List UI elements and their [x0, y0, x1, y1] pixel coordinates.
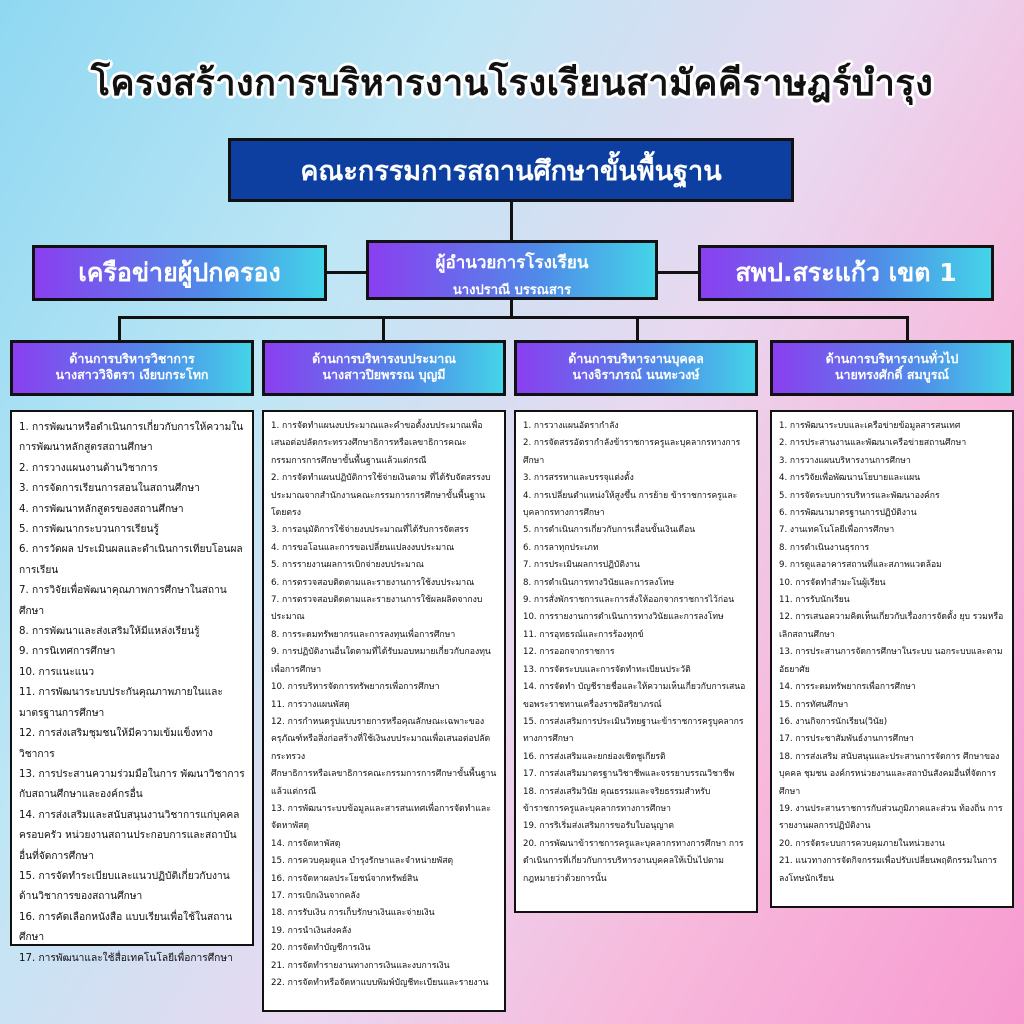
connector-parents-director: [327, 271, 366, 274]
list-item: 12. การกำหนดรูปแบบรายการหรือคุณลักษณะเฉพาะของครุภัณฑ์หรือสิ่งก่อสร้างที่ใช้เงินงบประมาณเพื่อเสนอต่อปลัดกระทรวง: [271, 716, 491, 762]
list-item: 5. การรายงานผลการเบิกจ่ายงบประมาณ: [271, 560, 424, 571]
connector-dept-1: [118, 316, 121, 340]
list-item: 3. การอนุมัติการใช้จ่ายงบประมาณที่ได้รับการจัดสรร: [271, 525, 469, 536]
dept-budget-box: [262, 340, 506, 396]
list-item: 4. การขอโอนและการขอเปลี่ยนแปลงงบประมาณ: [271, 542, 455, 553]
list-item: 2. การวางแผนงานด้านวิชาการ: [19, 462, 158, 474]
list-item: 4. การวิจัยเพื่อพัฒนานโยบายและแผน: [779, 473, 921, 484]
list-item: 11. การวางแผนพัสดุ: [271, 699, 350, 710]
list-item: 8. การดำเนินงานธุรการ: [779, 542, 870, 553]
list-item: 5. การพัฒนากระบวนการเรียนรู้: [19, 524, 159, 536]
list-item: 14. การจัดหาพัสดุ: [271, 838, 341, 849]
parents-network-box: เครือข่ายผู้ปกครอง: [32, 245, 327, 301]
list-item: 18. การส่งเสริม สนับสนุนและประสานการจัดการ ศึกษาของบุคคล ชุมชน องค์กรหน่วยงานและสถาบันสังคมอื่นที่จัดการศึกษา: [779, 751, 1000, 797]
list-item: 15. การทัศนศึกษา: [779, 699, 849, 710]
list-item: 20. การจัดทำบัญชีการเงิน: [271, 943, 371, 954]
list-item: 10. การแนะแนว: [19, 666, 95, 678]
list-item: 15. การจัดทำระเบียบและแนวปฏิบัติเกี่ยวกับงานด้านวิชาการของสถานศึกษา: [19, 870, 230, 903]
connector-director-office: [658, 271, 698, 274]
list-item: 12. การออกจากราชการ: [523, 647, 615, 658]
list-item: 11. การพัฒนาระบบประกันคุณภาพภายในและมาตรฐานการศึกษา: [19, 687, 223, 719]
dept-head: นางจิราภรณ์ นนทะวงษ์: [572, 367, 700, 382]
district-office-box: สพป.สระแก้ว เขต 1: [698, 245, 994, 301]
list-item: 10. การจัดทำสำมะโนผู้เรียน: [779, 577, 886, 588]
list-item: 21. การจัดทำรายงานทางการเงินและงบการเงิน: [271, 960, 450, 971]
dept-title: ด้านการบริหารงบประมาณ: [312, 351, 456, 366]
list-item: 18. การรับเงิน การเก็บรักษาเงินและจ่ายเงิน: [271, 908, 435, 919]
list-item: 22. การจัดทำหรือจัดหาแบบพิมพ์บัญชีทะเบียนและรายงาน: [271, 978, 489, 988]
list-item: 7. การวิจัยเพื่อพัฒนาคุณภาพการศึกษาในสถานศึกษา: [19, 585, 227, 617]
list-item: 11. การอุทธรณ์และการร้องทุกข์: [523, 629, 644, 640]
list-item: 3. การสรรหาและบรรจุแต่งตั้ง: [523, 473, 634, 484]
list-item: 9. การสั่งพักราชการและการสั่งให้ออกจากราชการไว้ก่อน: [523, 595, 735, 606]
list-item: 2. การจัดทำแผนปฏิบัติการใช้จ่ายเงินตาม ที่ได้รับจัดสรรงบประมาณจากสำนักงานคณะกรรมการการศึกษาขั้นพื้นฐานโดยตรง: [271, 473, 491, 519]
list-item: 7. การตรวจสอบติดตามและรายงานการใช้ผลผลิตจากงบประมาณ: [271, 595, 483, 623]
dept-budget-task-list: [262, 410, 506, 1012]
list-item: 14. การจัดทำ บัญชีรายชื่อและให้ความเห็นเกี่ยวกับการเสนอขอพระราชทานเครื่องราชอิสริยาภรณ์: [523, 682, 746, 710]
list-item: 8. การดำเนินการทางวินัยและการลงโทษ: [523, 577, 675, 588]
director-box: [366, 240, 658, 300]
list-item: 14. การระดมทรัพยากรเพื่อการศึกษา: [779, 682, 916, 693]
school-board-box: คณะกรรมการสถานศึกษาขั้นพื้นฐาน: [228, 138, 794, 202]
list-item: 16. การคัดเลือกหนังสือ แบบเรียนเพื่อใช้ในสถานศึกษา: [19, 911, 233, 944]
list-item: 17. การเบิกเงินจากคลัง: [271, 890, 360, 901]
list-item: 16. การจัดหาผลประโยชน์จากทรัพย์สิน: [271, 873, 419, 884]
list-item: 7. การประเมินผลการปฏิบัติงาน: [523, 560, 640, 571]
list-item: 7. งานเทคโนโลยีเพื่อการศึกษา: [779, 525, 895, 536]
list-item: 13. การประสานการจัดการศึกษาในระบบ นอกระบบและตามอัธยาศัย: [779, 647, 1003, 675]
list-item: 17. การประชาสัมพันธ์งานการศึกษา: [779, 734, 914, 745]
list-item: 15. การส่งเสริมการประเมินวิทยฐานะข้าราชการครูบุคลากรทางการศึกษา: [523, 716, 744, 745]
director-role: ผู้อำนวยการโรงเรียน: [435, 253, 589, 273]
dept-personnel-task-list: [514, 410, 758, 913]
director-name: นางปราณี บรรณสาร: [452, 283, 572, 298]
list-item: 1. การพัฒนาระบบและเครือข่ายข้อมูลสารสนเทศ: [779, 421, 961, 431]
list-item: 1. การพัฒนาหรือดำเนินการเกี่ยวกับการให้ความในการพัฒนาหลักสูตรสถานศึกษา: [19, 422, 244, 454]
list-item: 9. การดูแลอาคารสถานที่และสภาพแวดล้อม: [779, 560, 942, 571]
list-item: 20. การพัฒนาข้าราชการครูและบุคลากรทางการศึกษา การดำเนินการที่เกี่ยวกับการบริหารงานบุคคลให้เป็นไปตามกฎหมายว่าด้วยการนั้น: [523, 838, 744, 884]
list-item: 6. การพัฒนามาตรฐานการปฏิบัติงาน: [779, 508, 917, 519]
dept-head: นายทรงศักดิ์ สมบูรณ์: [834, 367, 950, 382]
connector-board-director: [510, 202, 513, 240]
list-item: 16. การส่งเสริมและยกย่องเชิดชูเกียรติ: [523, 751, 666, 762]
list-item: 12. การเสนอความคิดเห็นเกี่ยวกับเรื่องการจัดตั้ง ยุบ รวมหรือเลิกสถานศึกษา: [779, 612, 1004, 640]
list-item: 15. การควบคุมดูแล บำรุงรักษาและจำหน่ายพัสดุ: [271, 856, 454, 867]
list-item: 11. การรับนักเรียน: [779, 595, 850, 606]
list-item: 3. การจัดการเรียนการสอนในสถานศึกษา: [19, 483, 200, 495]
list-item: 1. การวางแผนอัตรากำลัง: [523, 421, 619, 431]
list-item: 10. การบริหารจัดการทรัพยากรเพื่อการศึกษา: [271, 682, 440, 693]
connector-dept-2: [382, 316, 385, 340]
list-item: 9. การปฏิบัติงานอื่นใดตามที่ได้รับมอบหมายเกี่ยวกับกองทุนเพื่อการศึกษา: [271, 647, 491, 675]
dept-head: นางสาววิจิตรา เงียบกระโทก: [55, 367, 209, 382]
list-item: 14. การส่งเสริมและสนับสนุนงานวิชาการแก่บุคคล ครอบครัว หน่วยงานสถานประกอบการและสถาบันอื่นที่จัดการศึกษา: [19, 809, 240, 862]
list-item: 18. การส่งเสริมวินัย คุณธรรมและจริยธรรมสำหรับ ข้าราชการครูและบุคลากรทางการศึกษา: [523, 786, 711, 814]
list-item: 17. การส่งเสริมมาตรฐานวิชาชีพและจรรยาบรรณวิชาชีพ: [523, 769, 735, 780]
list-item: 2. การประสานงานและพัฒนาเครือข่ายสถานศึกษา: [779, 438, 967, 449]
list-item: ศึกษาธิการหรือเลขาธิการคณะกรรมการการศึกษาขั้นพื้นฐานแล้วแต่กรณี: [271, 769, 497, 797]
list-item: 1. การจัดทำแผนงบประมาณและคำขอตั้งงบประมาณเพื่อเสนอต่อปลัดกระทรวงศึกษาธิการหรือเลขาธิการคณะกรรมการการศึกษาขั้นพื้นฐานแล้วแต่กรณี: [271, 421, 483, 466]
dept-personnel-box: [514, 340, 758, 396]
list-item: 8. การระดมทรัพยากรและการลงทุนเพื่อการศึกษา: [271, 629, 456, 640]
list-item: 19. การริเริ่มส่งเสริมการขอรับใบอนุญาต: [523, 821, 674, 832]
dept-head: นางสาวปิยพรรณ บุญมี: [322, 367, 446, 382]
list-item: 6. การวัดผล ประเมินผลและดำเนินการเทียบโอนผลการเรียน: [19, 544, 243, 576]
list-item: 19. งานประสานราชการกับส่วนภูมิภาคและส่วน ท้องถิ่น การรายงานผลการปฏิบัติงาน: [779, 803, 1003, 832]
list-item: 19. การนำเงินส่งคลัง: [271, 925, 352, 936]
list-item: 13. การจัดระบบและการจัดทำทะเบียนประวัติ: [523, 664, 691, 675]
list-item: 20. การจัดระบบการควบคุมภายในหน่วยงาน: [779, 838, 945, 849]
dept-general-task-list: [770, 410, 1014, 908]
list-item: 10. การรายงานการดำเนินการทางวินัยและการลงโทษ: [523, 612, 724, 623]
list-item: 2. การจัดสรรอัตรากำลังข้าราชการครูและบุคลากรทางการศึกษา: [523, 438, 741, 466]
list-item: 3. การวางแผนบริหารงานการศึกษา: [779, 455, 911, 466]
connector-dept-4: [906, 316, 909, 340]
list-item: 8. การพัฒนาและส่งเสริมให้มีแหล่งเรียนรู้: [19, 626, 200, 638]
list-item: 17. การพัฒนาและใช้สื่อเทคโนโลยีเพื่อการศึกษา: [19, 952, 233, 964]
dept-title: ด้านการบริหารงานบุคคล: [568, 351, 704, 366]
list-item: 12. การส่งเสริมชุมชนให้มีความเข้มแข็งทางวิชาการ: [19, 728, 213, 760]
list-item: 4. การพัฒนาหลักสูตรของสถานศึกษา: [19, 503, 184, 515]
list-item: 4. การเปลี่ยนตำแหน่งให้สูงขึ้น การย้าย ข้าราชการครูและบุคลากรทางการศึกษา: [523, 490, 738, 519]
list-item: 5. การจัดระบบการบริหารและพัฒนาองค์กร: [779, 490, 940, 501]
list-item: 5. การดำเนินการเกี่ยวกับการเลื่อนขั้นเงินเดือน: [523, 525, 696, 536]
list-item: 21. แนวทางการจัดกิจกรรมเพื่อปรับเปลี่ยนพฤติกรรมในการลงโทษนักเรียน: [779, 856, 998, 884]
connector-dept-3: [636, 316, 639, 340]
page-title: โครงสร้างการบริหารงานโรงเรียนสามัคคีราษฎร์บำรุง: [90, 63, 934, 104]
list-item: 9. การนิเทศการศึกษา: [19, 646, 116, 658]
dept-academic-box: [10, 340, 254, 396]
dept-general-box: [770, 340, 1014, 396]
connector-horizontal-bus: [118, 316, 909, 319]
list-item: 6. การลาทุกประเภท: [523, 542, 599, 553]
list-item: 13. การพัฒนาระบบข้อมูลและสารสนเทศเพื่อการจัดทำและจัดหาพัสดุ: [271, 803, 491, 832]
dept-title: ด้านการบริหารวิชาการ: [69, 351, 195, 366]
dept-academic-task-list: [10, 410, 254, 964]
list-item: 16. งานกิจการนักเรียน(วินัย): [779, 716, 888, 727]
list-item: 6. การตรวจสอบติดตามและรายงานการใช้งบประมาณ: [271, 577, 475, 588]
dept-title: ด้านการบริหารงานทั่วไป: [825, 351, 959, 366]
list-item: 13. การประสานความร่วมมือในการ พัฒนาวิชาการกับสถานศึกษาและองค์กรอื่น: [19, 768, 245, 801]
